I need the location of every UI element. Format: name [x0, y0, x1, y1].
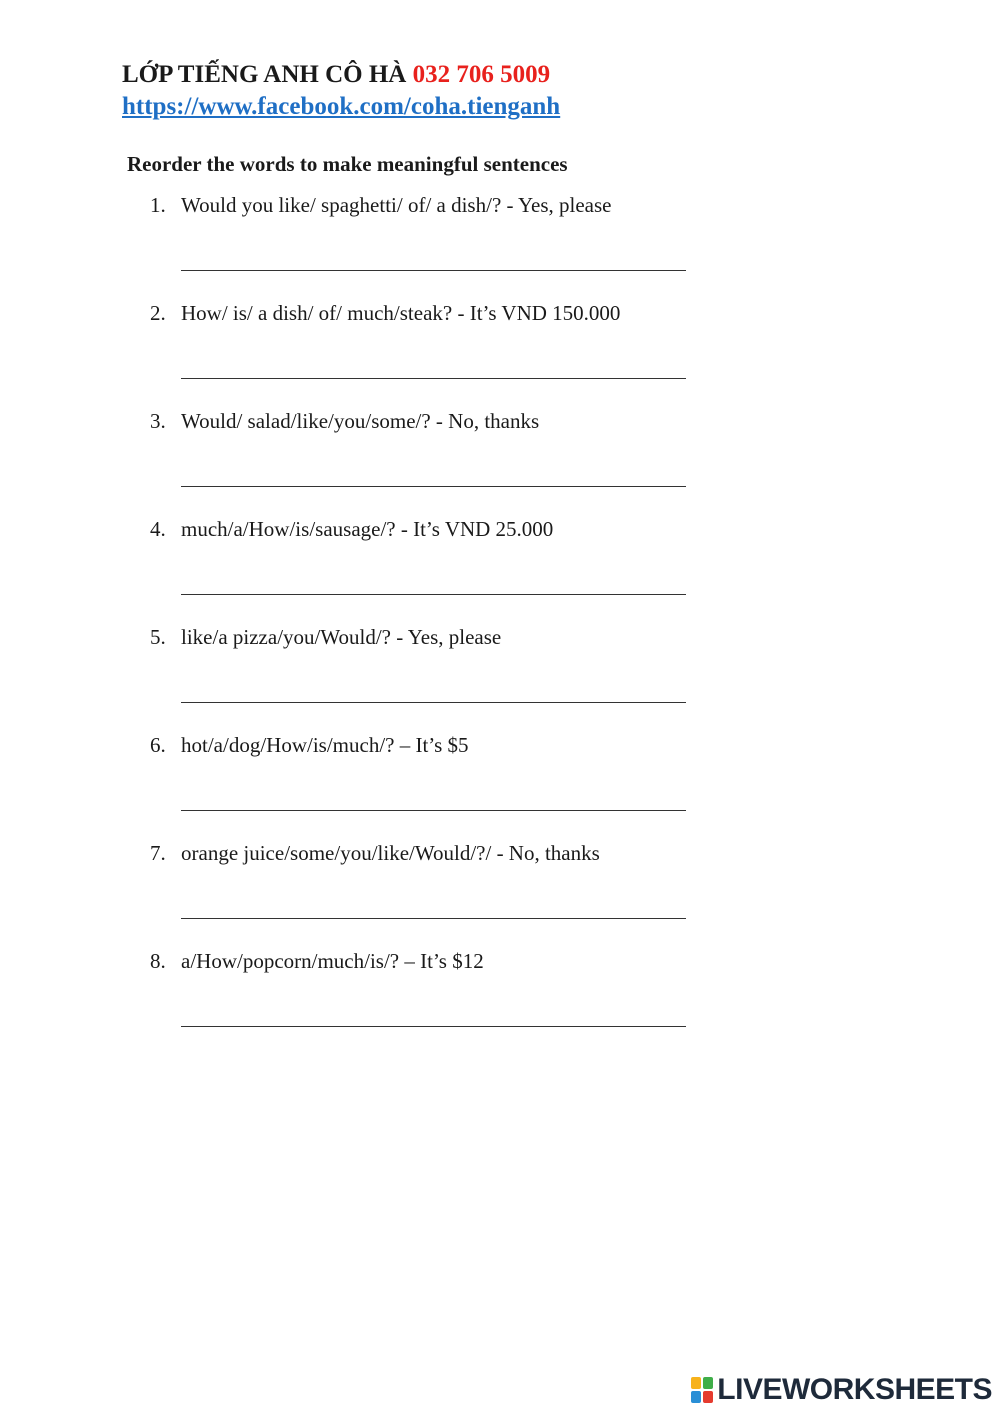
question-item-4: [150, 514, 710, 622]
answer-line-4[interactable]: [181, 594, 686, 595]
liveworksheets-logo: [691, 1373, 992, 1407]
answer-line-2[interactable]: [181, 378, 686, 379]
phone-number: 032 706 5009: [412, 61, 551, 88]
answer-line-7[interactable]: [181, 918, 686, 919]
class-name: LỚP TIẾNG ANH CÔ HÀ: [122, 61, 407, 88]
question-item-5: [150, 622, 710, 730]
liveworksheets-logo-icon: [691, 1377, 713, 1403]
question-item-2: [150, 298, 710, 406]
question-text: Would you like/ spaghetti/ of/ a dish/? - Yes, please: [181, 193, 612, 217]
question-number: 1.: [150, 193, 166, 217]
question-number: 6.: [150, 733, 166, 757]
answer-line-1[interactable]: [181, 270, 686, 271]
question-item-1: [150, 190, 710, 298]
question-text: Would/ salad/like/you/some/? - No, thanks: [181, 409, 540, 433]
question-list: [150, 190, 710, 1054]
facebook-link[interactable]: https://www.facebook.com/coha.tienganh: [122, 93, 561, 120]
logo-text: LIVEWORKSHEETS: [717, 1373, 992, 1406]
question-text: How/ is/ a dish/ of/ much/steak? - It’s VND 150.000: [181, 301, 621, 325]
question-number: 7.: [150, 841, 166, 865]
question-text: a/How/popcorn/much/is/? – It’s $12: [181, 949, 484, 973]
question-item-3: [150, 406, 710, 514]
header-title: [122, 58, 560, 92]
logo-square-green: [703, 1377, 713, 1389]
answer-line-3[interactable]: [181, 486, 686, 487]
question-item-7: [150, 838, 710, 946]
instruction-text: Reorder the words to make meaningful sentences: [127, 152, 568, 176]
answer-line-8[interactable]: [181, 1026, 686, 1027]
question-item-6: [150, 730, 710, 838]
question-text: orange juice/some/you/like/Would/?/ - No, thanks: [181, 841, 600, 865]
question-number: 3.: [150, 409, 166, 433]
question-number: 2.: [150, 301, 166, 325]
question-text: like/a pizza/you/Would/? - Yes, please: [181, 625, 502, 649]
logo-square-red: [703, 1391, 713, 1403]
question-text: much/a/How/is/sausage/? - It’s VND 25.000: [181, 517, 554, 541]
question-number: 8.: [150, 949, 166, 973]
question-number: 4.: [150, 517, 166, 541]
answer-line-5[interactable]: [181, 702, 686, 703]
logo-square-blue: [691, 1391, 701, 1403]
worksheet-header: [122, 58, 560, 122]
question-item-8: [150, 946, 710, 1054]
answer-line-6[interactable]: [181, 810, 686, 811]
question-text: hot/a/dog/How/is/much/? – It’s $5: [181, 733, 469, 757]
question-number: 5.: [150, 625, 166, 649]
logo-square-yellow: [691, 1377, 701, 1389]
